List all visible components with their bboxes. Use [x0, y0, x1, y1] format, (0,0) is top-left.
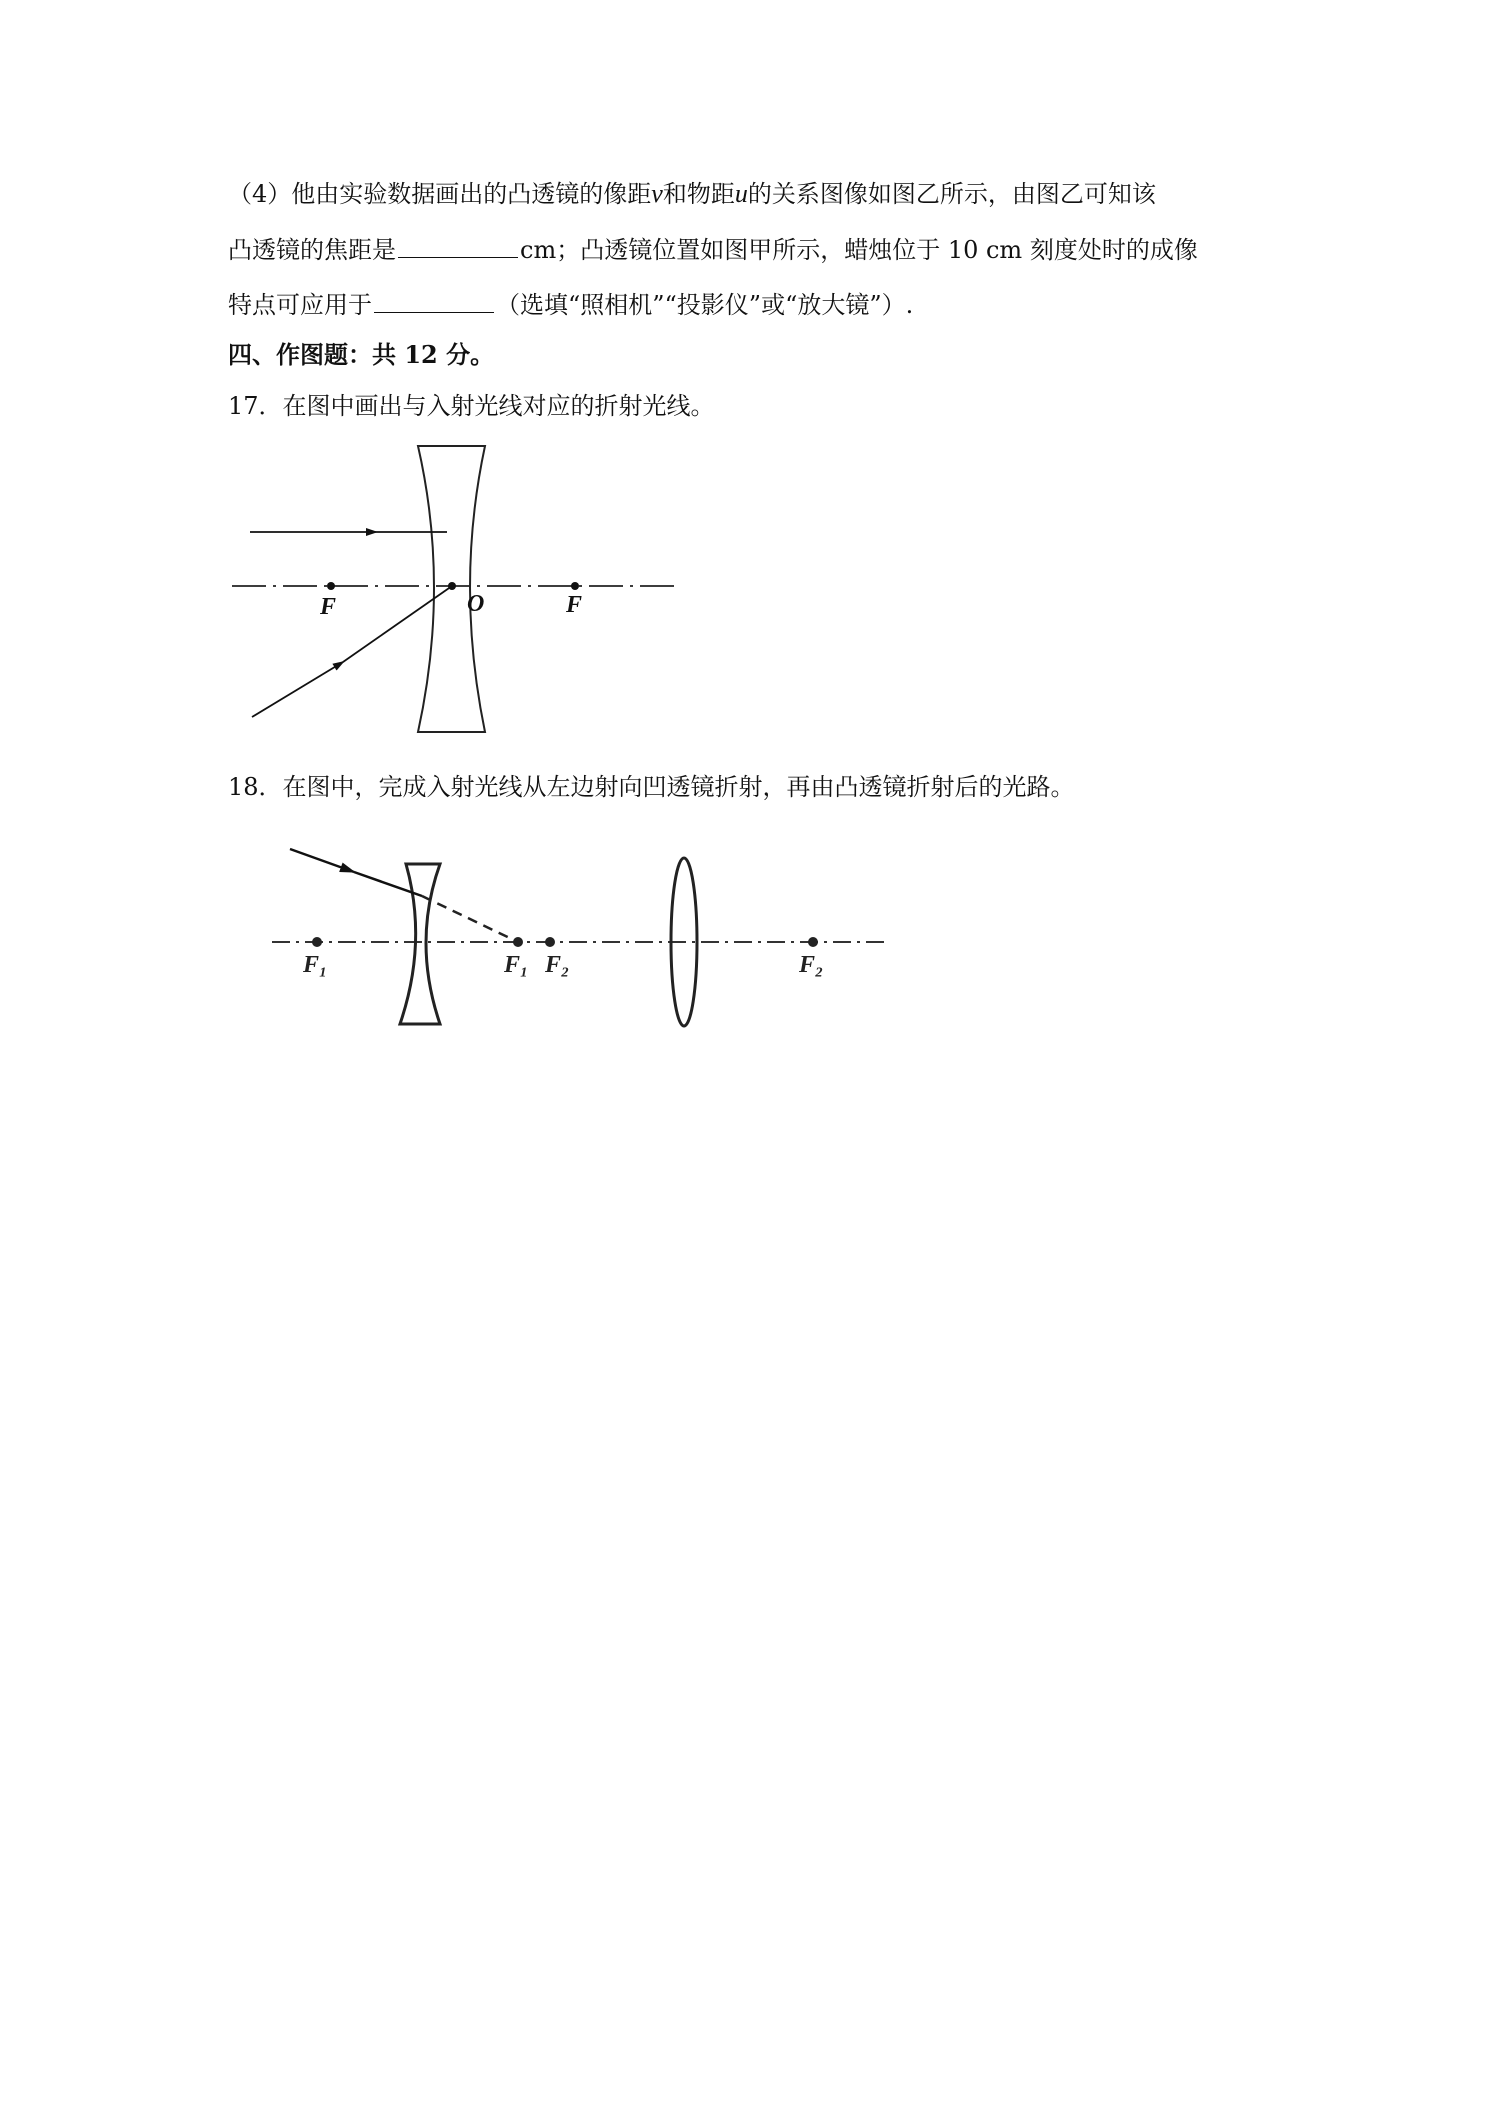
focal-length-blank[interactable] — [398, 235, 518, 258]
q18-label-f2-right: F₂ — [799, 952, 824, 978]
q18-dashed-extension — [422, 896, 518, 942]
q18-label-f2-left: F₂ — [545, 952, 570, 978]
q17-label-f-left: F — [320, 594, 337, 620]
q4-text-2b: cm；凸透镜位置如图甲所示，蜡烛位于 10 cm 刻度处时的成像 — [520, 236, 1198, 264]
q4-text-1c: 的关系图像如图乙所示，由图乙可知该 — [747, 180, 1156, 208]
application-blank[interactable] — [374, 290, 494, 313]
q18-f2-left-dot — [545, 937, 555, 947]
q17-optical-center-dot — [448, 582, 456, 590]
q18-convex-lens — [671, 858, 697, 1026]
q18-f2-right-dot — [808, 937, 818, 947]
q17-label-o: O — [467, 591, 485, 617]
q18-text: 18．在图中，完成入射光线从左边射向凹透镜折射，再由凸透镜折射后的光路。 — [228, 773, 1075, 801]
q17-concave-lens — [418, 446, 485, 732]
q4-text-3b: （选填“照相机”“投影仪”或“放大镜”）. — [496, 291, 914, 319]
q17-text: 17．在图中画出与入射光线对应的折射光线。 — [228, 392, 715, 420]
q4-text-1b: 和物距 — [662, 180, 735, 208]
q17-focus-right-dot — [571, 582, 579, 590]
q4-var-u: u — [734, 179, 748, 208]
q17-focus-left-dot — [327, 582, 335, 590]
q18-concave-lens — [400, 864, 440, 1024]
q4-text-3a: 特点可应用于 — [228, 291, 372, 319]
q4-text-2a: 凸透镜的焦距是 — [228, 236, 396, 264]
q18-incident-ray — [290, 849, 422, 896]
q4-line-3 — [228, 289, 913, 321]
q18-f1-right-dot — [513, 937, 523, 947]
q4-var-v: v — [651, 179, 663, 208]
q18-f1-left-dot — [312, 937, 322, 947]
q4-text-1a: （4）他由实验数据画出的凸透镜的像距 — [228, 180, 652, 208]
q18-label-f1-left: F₁ — [303, 952, 328, 978]
section-heading: 四、作图题：共 12 分。 — [228, 340, 495, 369]
q4-line-2 — [228, 234, 1198, 266]
q4-line-1 — [228, 178, 1156, 210]
q18-label-f1-right: F₁ — [504, 952, 529, 978]
q17-label-f-right: F — [566, 592, 583, 618]
q17-incident-ray-oblique — [252, 586, 452, 717]
